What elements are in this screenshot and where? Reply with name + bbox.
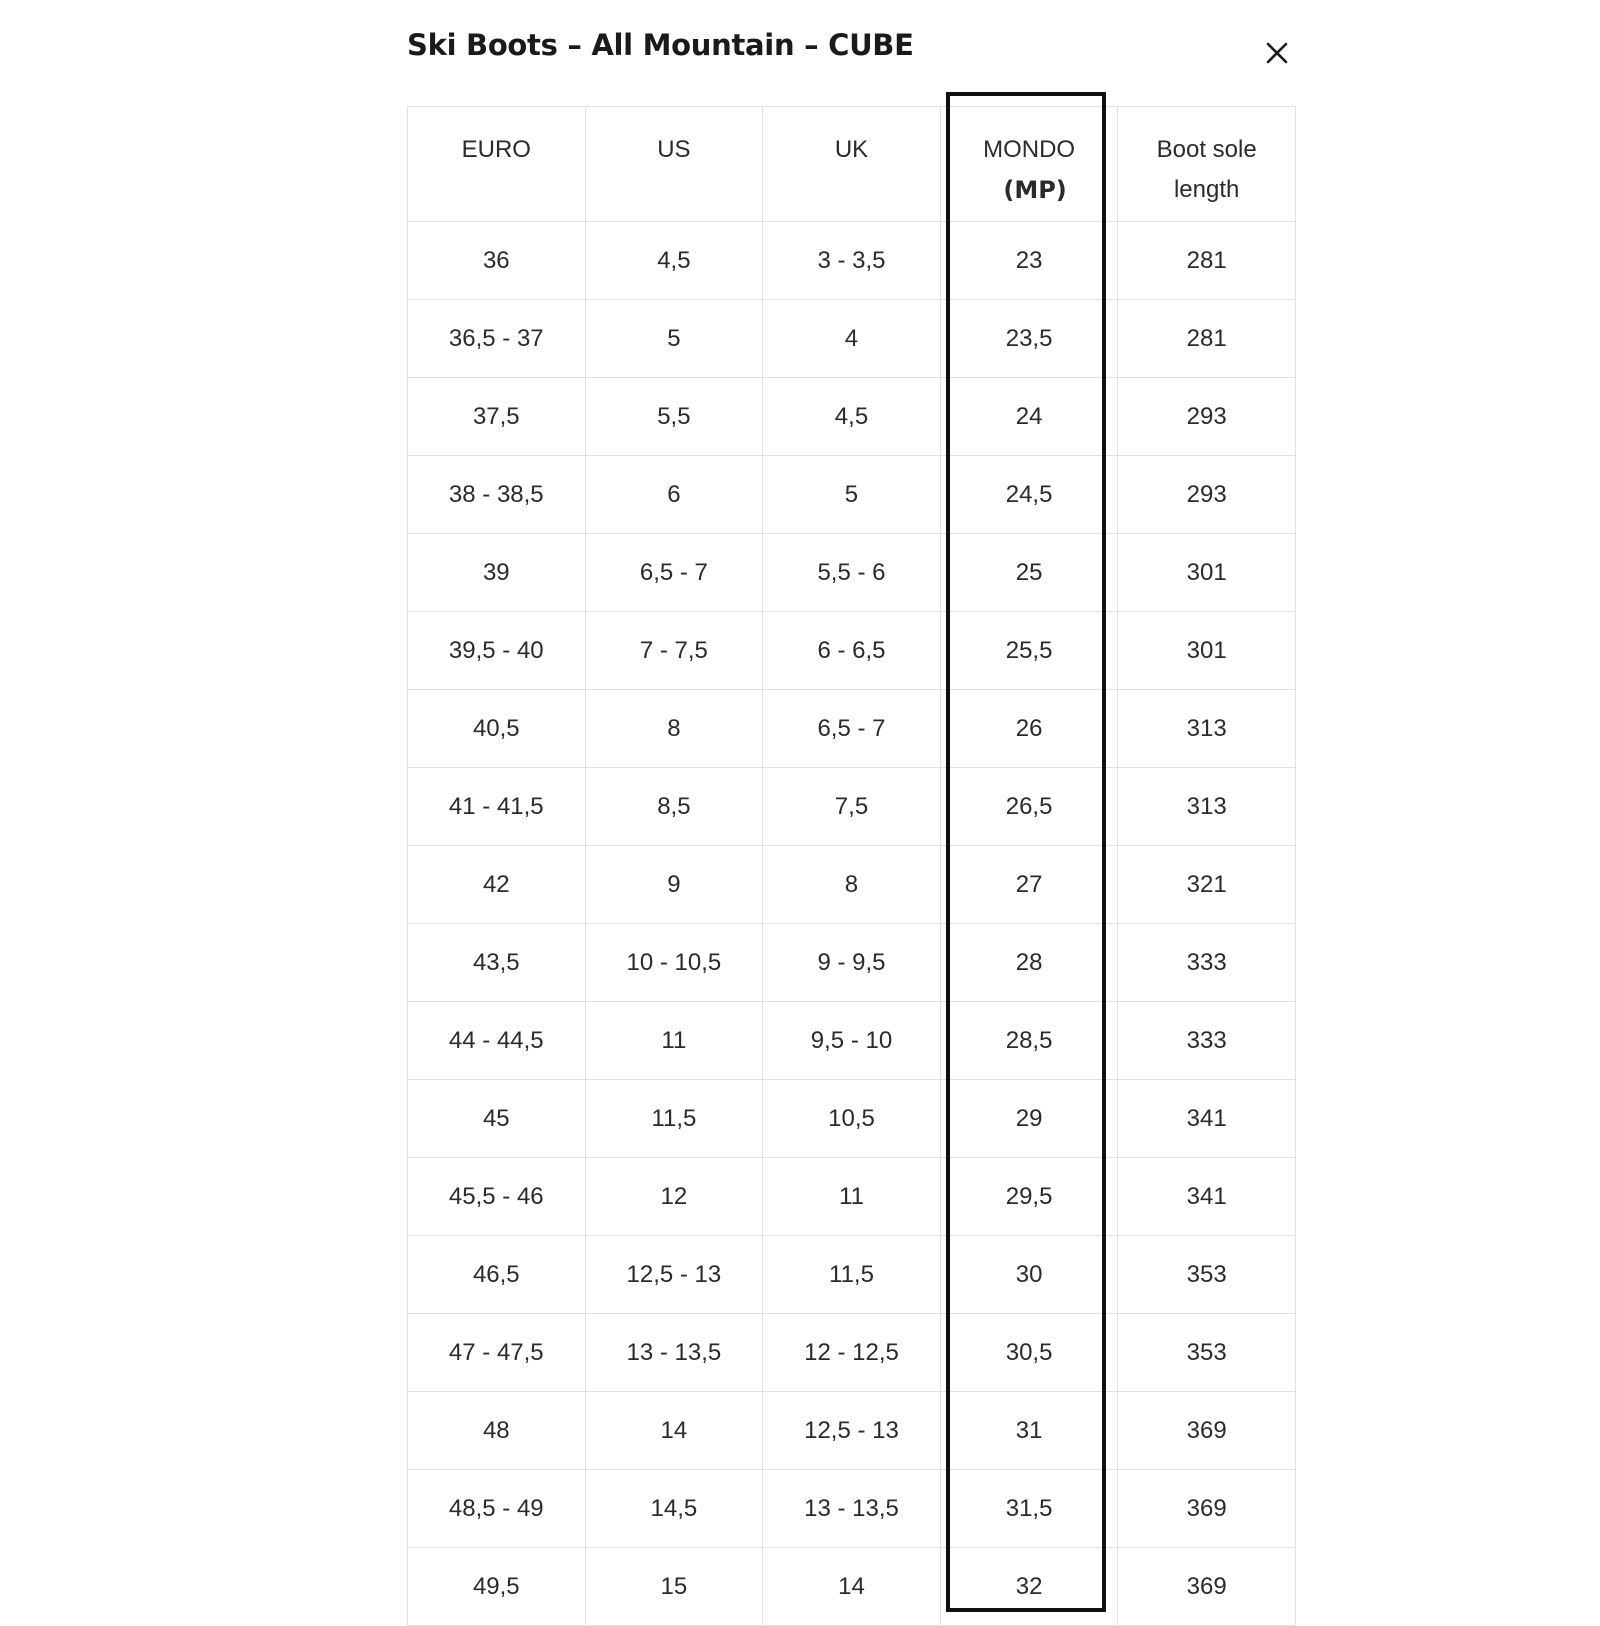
cell-boot-sole-length: 313 bbox=[1118, 768, 1296, 846]
table-row bbox=[408, 924, 1296, 1002]
table-row bbox=[408, 222, 1296, 300]
cell-boot-sole-length: 333 bbox=[1118, 924, 1296, 1002]
cell-uk: 5,5 - 6 bbox=[763, 534, 941, 612]
cell-boot-sole-length: 369 bbox=[1118, 1548, 1296, 1626]
cell-euro: 44 - 44,5 bbox=[408, 1002, 586, 1080]
cell-boot-sole-length: 321 bbox=[1118, 846, 1296, 924]
cell-euro: 47 - 47,5 bbox=[408, 1314, 586, 1392]
cell-uk: 11,5 bbox=[763, 1236, 941, 1314]
cell-uk: 11 bbox=[763, 1158, 941, 1236]
cell-uk: 4 bbox=[763, 300, 941, 378]
close-button[interactable] bbox=[1262, 38, 1292, 68]
cell-mondo: 30 bbox=[940, 1236, 1118, 1314]
cell-uk: 9,5 - 10 bbox=[763, 1002, 941, 1080]
cell-euro: 43,5 bbox=[408, 924, 586, 1002]
cell-us: 11 bbox=[585, 1002, 763, 1080]
cell-mondo: 29 bbox=[940, 1080, 1118, 1158]
cell-mondo: 23 bbox=[940, 222, 1118, 300]
cell-boot-sole-length: 281 bbox=[1118, 222, 1296, 300]
cell-euro: 48,5 - 49 bbox=[408, 1470, 586, 1548]
cell-euro: 37,5 bbox=[408, 378, 586, 456]
cell-us: 11,5 bbox=[585, 1080, 763, 1158]
cell-us: 4,5 bbox=[585, 222, 763, 300]
cell-euro: 41 - 41,5 bbox=[408, 768, 586, 846]
cell-mondo: 28,5 bbox=[940, 1002, 1118, 1080]
cell-euro: 36 bbox=[408, 222, 586, 300]
header-euro bbox=[408, 107, 586, 222]
cell-boot-sole-length: 341 bbox=[1118, 1080, 1296, 1158]
table-row bbox=[408, 846, 1296, 924]
cell-mondo: 24 bbox=[940, 378, 1118, 456]
cell-mondo: 31,5 bbox=[940, 1470, 1118, 1548]
cell-us: 8 bbox=[585, 690, 763, 768]
cell-boot-sole-length: 301 bbox=[1118, 534, 1296, 612]
header-mondo-unit: (MP) bbox=[1003, 176, 1067, 204]
cell-euro: 39,5 - 40 bbox=[408, 612, 586, 690]
cell-boot-sole-length: 369 bbox=[1118, 1470, 1296, 1548]
cell-us: 10 - 10,5 bbox=[585, 924, 763, 1002]
table-row bbox=[408, 1548, 1296, 1626]
cell-us: 7 - 7,5 bbox=[585, 612, 763, 690]
header-mondo bbox=[940, 107, 1118, 222]
cell-boot-sole-length: 353 bbox=[1118, 1236, 1296, 1314]
table-row bbox=[408, 1158, 1296, 1236]
cell-us: 12,5 - 13 bbox=[585, 1236, 763, 1314]
header-boot-sole-length bbox=[1118, 107, 1296, 222]
header-euro-label: EURO bbox=[461, 136, 531, 163]
cell-euro: 39 bbox=[408, 534, 586, 612]
cell-mondo: 28 bbox=[940, 924, 1118, 1002]
table-body bbox=[408, 222, 1296, 1626]
cell-mondo: 32 bbox=[940, 1548, 1118, 1626]
cell-mondo: 30,5 bbox=[940, 1314, 1118, 1392]
cell-euro: 49,5 bbox=[408, 1548, 586, 1626]
header-mondo-label: MONDO bbox=[983, 136, 1076, 163]
cell-boot-sole-length: 293 bbox=[1118, 378, 1296, 456]
table-row bbox=[408, 1392, 1296, 1470]
cell-uk: 9 - 9,5 bbox=[763, 924, 941, 1002]
cell-uk: 12 - 12,5 bbox=[763, 1314, 941, 1392]
cell-us: 6,5 - 7 bbox=[585, 534, 763, 612]
table-row bbox=[408, 534, 1296, 612]
cell-us: 14 bbox=[585, 1392, 763, 1470]
cell-uk: 10,5 bbox=[763, 1080, 941, 1158]
cell-euro: 45 bbox=[408, 1080, 586, 1158]
cell-us: 14,5 bbox=[585, 1470, 763, 1548]
header-uk-label: UK bbox=[834, 136, 869, 163]
size-chart-table bbox=[407, 106, 1296, 1626]
table-row bbox=[408, 1080, 1296, 1158]
table-row bbox=[408, 1002, 1296, 1080]
modal-title: Ski Boots – All Mountain – CUBE bbox=[407, 28, 914, 62]
cell-boot-sole-length: 333 bbox=[1118, 1002, 1296, 1080]
cell-uk: 6 - 6,5 bbox=[763, 612, 941, 690]
table-row bbox=[408, 456, 1296, 534]
cell-euro: 42 bbox=[408, 846, 586, 924]
cell-us: 9 bbox=[585, 846, 763, 924]
cell-boot-sole-length: 353 bbox=[1118, 1314, 1296, 1392]
table-row bbox=[408, 690, 1296, 768]
cell-mondo: 29,5 bbox=[940, 1158, 1118, 1236]
cell-uk: 6,5 - 7 bbox=[763, 690, 941, 768]
cell-uk: 4,5 bbox=[763, 378, 941, 456]
cell-uk: 7,5 bbox=[763, 768, 941, 846]
cell-mondo: 23,5 bbox=[940, 300, 1118, 378]
header-us-label: US bbox=[657, 136, 691, 163]
header-sole-label-line2: length bbox=[1173, 176, 1240, 203]
cell-boot-sole-length: 293 bbox=[1118, 456, 1296, 534]
header-sole-label-line1: Boot sole bbox=[1156, 136, 1257, 163]
cell-uk: 12,5 - 13 bbox=[763, 1392, 941, 1470]
cell-euro: 36,5 - 37 bbox=[408, 300, 586, 378]
table-row bbox=[408, 1470, 1296, 1548]
cell-us: 13 - 13,5 bbox=[585, 1314, 763, 1392]
cell-mondo: 24,5 bbox=[940, 456, 1118, 534]
cell-boot-sole-length: 281 bbox=[1118, 300, 1296, 378]
cell-mondo: 27 bbox=[940, 846, 1118, 924]
cell-us: 15 bbox=[585, 1548, 763, 1626]
table-row bbox=[408, 378, 1296, 456]
cell-us: 8,5 bbox=[585, 768, 763, 846]
cell-mondo: 26,5 bbox=[940, 768, 1118, 846]
cell-euro: 38 - 38,5 bbox=[408, 456, 586, 534]
cell-boot-sole-length: 341 bbox=[1118, 1158, 1296, 1236]
cell-uk: 8 bbox=[763, 846, 941, 924]
table-row bbox=[408, 300, 1296, 378]
cell-mondo: 26 bbox=[940, 690, 1118, 768]
cell-boot-sole-length: 369 bbox=[1118, 1392, 1296, 1470]
table-row bbox=[408, 768, 1296, 846]
cell-uk: 5 bbox=[763, 456, 941, 534]
cell-us: 5,5 bbox=[585, 378, 763, 456]
cell-euro: 48 bbox=[408, 1392, 586, 1470]
close-icon bbox=[1266, 42, 1288, 64]
table-row bbox=[408, 1314, 1296, 1392]
table-row bbox=[408, 612, 1296, 690]
cell-us: 12 bbox=[585, 1158, 763, 1236]
cell-uk: 14 bbox=[763, 1548, 941, 1626]
cell-boot-sole-length: 301 bbox=[1118, 612, 1296, 690]
cell-uk: 3 - 3,5 bbox=[763, 222, 941, 300]
cell-euro: 40,5 bbox=[408, 690, 586, 768]
table-row bbox=[408, 1236, 1296, 1314]
cell-mondo: 31 bbox=[940, 1392, 1118, 1470]
cell-us: 5 bbox=[585, 300, 763, 378]
cell-mondo: 25 bbox=[940, 534, 1118, 612]
cell-us: 6 bbox=[585, 456, 763, 534]
header-us bbox=[585, 107, 763, 222]
cell-euro: 46,5 bbox=[408, 1236, 586, 1314]
cell-euro: 45,5 - 46 bbox=[408, 1158, 586, 1236]
table-header-row bbox=[408, 107, 1296, 222]
cell-mondo: 25,5 bbox=[940, 612, 1118, 690]
header-uk bbox=[763, 107, 941, 222]
cell-uk: 13 - 13,5 bbox=[763, 1470, 941, 1548]
cell-boot-sole-length: 313 bbox=[1118, 690, 1296, 768]
